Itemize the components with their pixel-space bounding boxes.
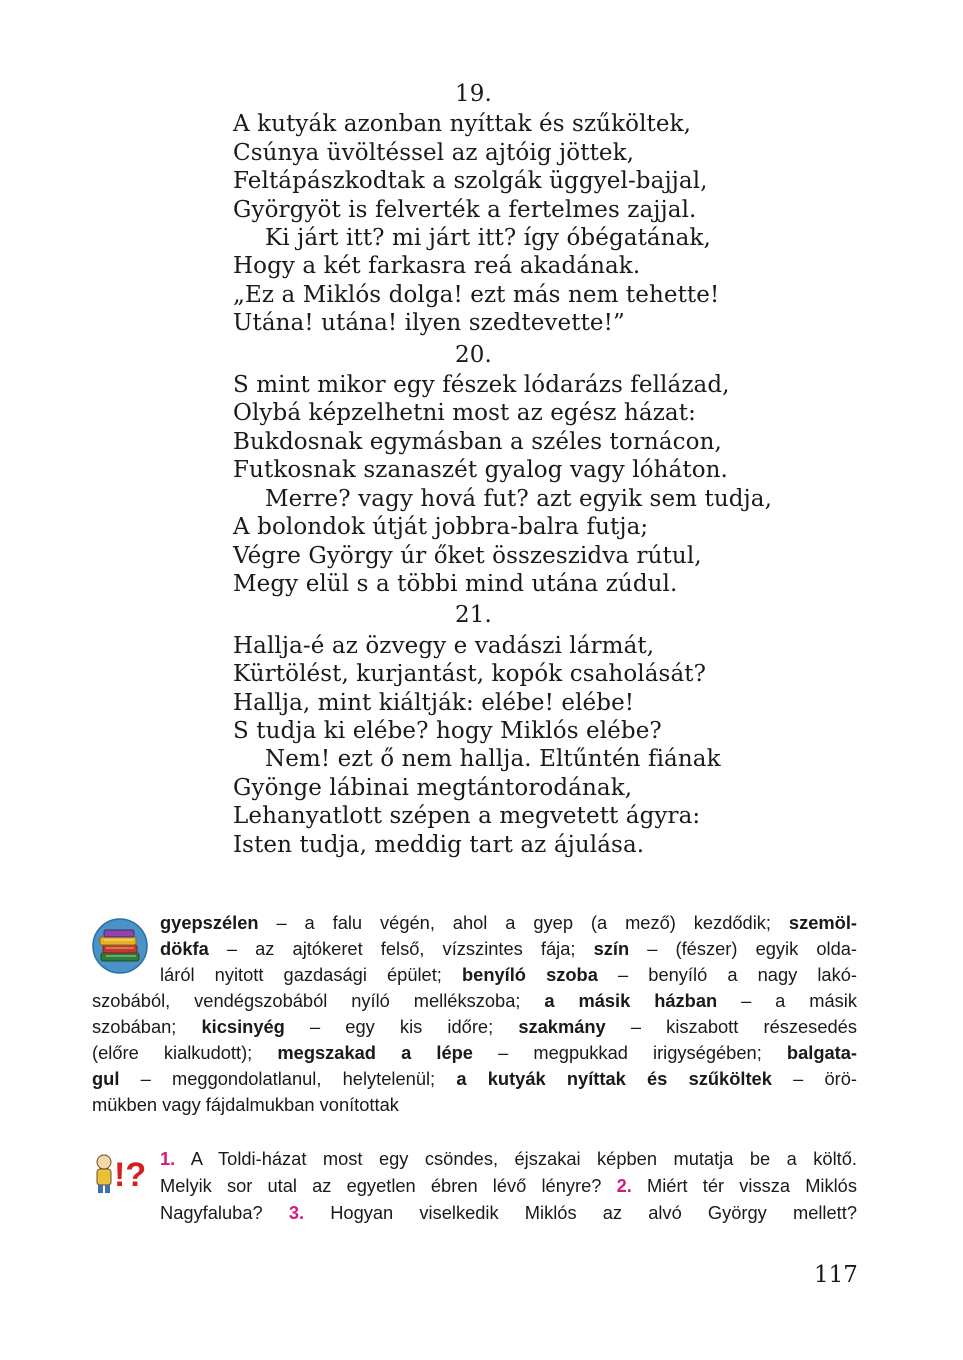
question-number: 3. [288,1202,305,1223]
glossary-line [92,1066,857,1092]
question-number: 2. [616,1175,632,1196]
glossary-term: benyíló szoba [461,964,598,985]
poem-line: Csúnya üvöltéssel az ajtóig jöttek, [233,139,635,166]
glossary-definition: – a falu végén, ahol a gyep (a mező) kezdődik; [258,912,789,933]
questions [160,1145,857,1226]
glossary-line [92,910,857,936]
glossary-term: megszakad a lépe [277,1042,473,1063]
stanza-19 [233,80,833,338]
glossary-definition: – benyíló a nagy lakó- [597,964,857,985]
poem-line: Megy elül s a többi mind utána zúdul. [233,570,678,597]
question-text: Hogyan viselkedik Miklós az alvó György mellett? [304,1202,857,1223]
stanza-21 [233,601,833,859]
question-text: A Toldi-házat most egy csöndes, éjszakai képben mutatja be a költő. [175,1148,857,1169]
poem-line: S tudja ki elébe? hogy Miklós elébe? [233,717,662,744]
glossary-term: dökfa [160,938,209,959]
poem-line: Kürtölést, kurjantást, kopók csaholását? [233,661,707,688]
poem-line: Futkosnak szanaszét gyalog vagy lóháton. [233,457,728,484]
stanza-20 [233,341,833,599]
glossary-line [92,1014,857,1040]
glossary-definition: szobában; [92,1016,202,1037]
poem [233,80,833,862]
glossary-term: szakmány [518,1016,606,1037]
poem-line: Ki járt itt? mi járt itt? így óbégatának, [265,225,711,252]
poem-line: Végre György úr őket összeszidva rútul, [233,542,702,569]
glossary-line [92,988,857,1014]
glossary-term: gyepszélen [160,912,259,933]
glossary-definition: mükben vagy fájdalmukban vonítottak [92,1094,399,1115]
poem-line: Olybá képzelhetni most az egész házat: [233,400,696,427]
glossary-term: gul [92,1068,120,1089]
glossary-term: szín [593,938,630,959]
exclamation-question-icon [92,1150,150,1194]
question-line [160,1172,857,1199]
glossary-term: kicsinyég [201,1016,285,1037]
poem-line: Hogy a két farkasra reá akadának. [233,253,641,280]
glossary [92,910,857,1118]
poem-line: Nem! ezt ő nem hallja. Eltűntén fiának [265,746,721,773]
poem-line: A kutyák azonban nyíttak és szűköltek, [233,111,692,138]
poem-line: „Ez a Miklós dolga! ezt más nem tehette! [233,281,720,308]
poem-line: Hallja-é az özvegy e vadászi lármát, [233,632,655,659]
glossary-line [92,936,857,962]
poem-line: Feltápászkodtak a szolgák üggyel-bajjal, [233,168,708,195]
poem-line: Bukdosnak egymásban a széles tornácon, [233,428,722,455]
glossary-term: balgata- [786,1042,857,1063]
poem-line: Utána! utána! ilyen szedtevette!” [233,310,625,337]
glossary-term: a kutyák nyíttak és szűköltek [456,1068,772,1089]
glossary-definition: – (fészer) egyik olda- [629,938,857,959]
poem-line: Isten tudja, meddig tart az ájulása. [233,831,645,858]
glossary-line [92,1040,857,1066]
poem-line: Merre? vagy hová fut? azt egyik sem tudja, [265,485,773,512]
glossary-line [92,962,857,988]
glossary-definition: – kiszabott részesedés [605,1016,857,1037]
poem-line: Lehanyatlott szépen a megvetett ágyra: [233,803,701,830]
svg-text:!?: !? [114,1156,147,1194]
question-text: Miért tér vissza Miklós [631,1175,857,1196]
glossary-definition: – örö- [771,1068,857,1089]
glossary-definition: – a másik [717,990,857,1011]
glossary-definition: – megpukkad irigységében; [472,1042,787,1063]
poem-line: Györgyöt is felverték a fertelmes zajjal. [233,196,697,223]
glossary-definition: – az ajtókeret felső, vízszintes fája; [208,938,594,959]
poem-line: Hallja, mint kiáltják: elébe! elébe! [233,689,635,716]
page-number: 117 [814,1262,858,1288]
glossary-definition: (előre kialkudott); [92,1042,278,1063]
question-line [160,1145,857,1172]
poem-line: Gyönge lábinai megtántorodának, [233,774,633,801]
glossary-term: a másik házban [544,990,718,1011]
question-number: 1. [160,1148,176,1169]
question-line [160,1199,857,1226]
poem-line: A bolondok útját jobbra-balra futja; [233,514,649,541]
glossary-definition: – egy kis időre; [284,1016,519,1037]
question-text: Melyik sor utal az egyetlen ébren lévő lényre? [160,1175,617,1196]
glossary-line [92,1092,857,1118]
glossary-term: szemöl- [788,912,857,933]
glossary-definition: szobából, vendégszobából nyíló mellékszoba; [92,990,545,1011]
question-text: Nagyfaluba? [160,1202,289,1223]
glossary-definition: – meggondolatlanul, helytelenül; [119,1068,457,1089]
stanza-number: 21. [455,602,492,629]
stanza-number: 20. [455,341,492,368]
glossary-definition: láról nyitott gazdasági épület; [160,964,462,985]
stanza-number: 19. [455,81,492,107]
poem-line: S mint mikor egy fészek lódarázs fellázad, [233,372,730,399]
